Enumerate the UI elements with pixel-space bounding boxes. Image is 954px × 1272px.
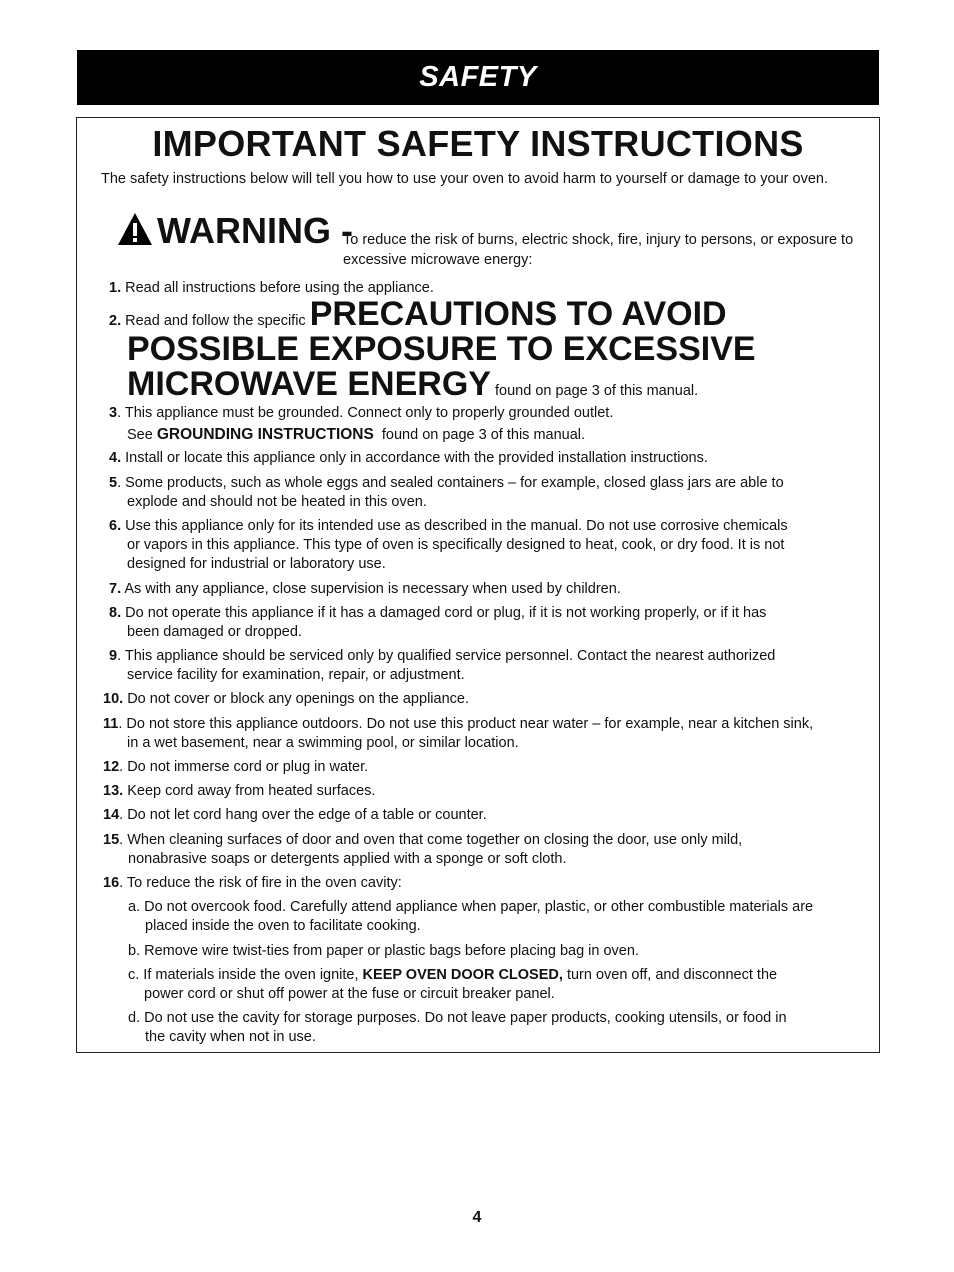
item-text: . When cleaning surfaces of door and oven that come together on closing the door, use only mild, bbox=[119, 832, 743, 848]
sub-item-a bbox=[128, 898, 813, 936]
sub-item-text: b. Remove wire twist-ties from paper or plastic bags before placing bag in oven. bbox=[128, 943, 639, 959]
item-text: Do not operate this appliance if it has a damaged cord or plug, if it is not working properly, or if it has bbox=[125, 605, 767, 621]
list-item-14 bbox=[103, 806, 487, 825]
intro-paragraph: The safety instructions below will tell you how to use your oven to avoid harm to yourself or damage to your oven. bbox=[101, 171, 828, 187]
warning-text-content: To reduce the risk of burns, electric shock, fire, injury to persons, or exposure to excessive microwave energy: bbox=[343, 232, 854, 268]
item-number: 16 bbox=[103, 875, 120, 891]
list-item-9 bbox=[109, 647, 775, 685]
section-title: SAFETY bbox=[419, 61, 537, 93]
list-item-15 bbox=[103, 831, 742, 869]
item-text: Do not cover or block any openings on the appliance. bbox=[127, 691, 469, 707]
item-number: 4. bbox=[109, 450, 122, 466]
item-text: As with any appliance, close supervision is necessary when used by children. bbox=[124, 581, 621, 597]
item-text: been damaged or dropped. bbox=[127, 624, 302, 640]
list-item-13 bbox=[103, 782, 375, 801]
item-number: 1. bbox=[109, 280, 122, 296]
item-number: 15 bbox=[103, 832, 120, 848]
list-item-7 bbox=[109, 580, 621, 599]
item-text: found on page 3 of this manual. bbox=[495, 383, 699, 399]
item-number: 7. bbox=[109, 581, 122, 597]
item-text: . Do not let cord hang over the edge of a table or counter. bbox=[119, 807, 487, 823]
page-title: IMPORTANT SAFETY INSTRUCTIONS bbox=[152, 123, 804, 164]
item-text: Install or locate this appliance only in accordance with the provided installation instructions. bbox=[125, 450, 708, 466]
sub-item-text: the cavity when not in use. bbox=[145, 1029, 316, 1045]
item-text: . This appliance should be serviced only by qualified service personnel. Contact the nearest authorized bbox=[117, 648, 776, 664]
item-text: . Do not store this appliance outdoors. Do not use this product near water – for example, near a kitchen sink, bbox=[118, 716, 814, 732]
list-item-4 bbox=[109, 449, 708, 468]
sub-item-text: c. If materials inside the oven ignite, bbox=[128, 967, 359, 983]
item-text: See bbox=[127, 427, 153, 443]
item-number: 11 bbox=[103, 716, 119, 732]
sub-item-c bbox=[128, 966, 777, 1004]
section-banner bbox=[77, 50, 879, 105]
item-text: . Some products, such as whole eggs and sealed containers – for example, closed glass jars are able to bbox=[117, 475, 784, 491]
item-text: Read all instructions before using the appliance. bbox=[125, 280, 434, 296]
list-item-2 bbox=[109, 297, 849, 402]
sub-item-text: a. Do not overcook food. Carefully attend appliance when paper, plastic, or other combustible materials are bbox=[128, 899, 814, 915]
item-number: 14 bbox=[103, 807, 120, 823]
item-number: 8. bbox=[109, 605, 122, 621]
list-item-5 bbox=[109, 474, 784, 512]
warning-triangle-icon bbox=[117, 212, 153, 246]
warning-text bbox=[343, 230, 863, 270]
list-item-10 bbox=[103, 690, 469, 709]
item-text: nonabrasive soaps or detergents applied with a sponge or soft cloth. bbox=[128, 851, 567, 867]
item-text: . To reduce the risk of fire in the oven cavity: bbox=[119, 875, 402, 891]
list-item-6 bbox=[109, 517, 788, 574]
sub-item-text: d. Do not use the cavity for storage purposes. Do not leave paper products, cooking utensils, or food in bbox=[128, 1010, 787, 1026]
item-text: Read and follow the specific bbox=[125, 313, 306, 329]
item-text: designed for industrial or laboratory use. bbox=[127, 556, 386, 572]
safety-instructions-box bbox=[76, 117, 880, 1053]
item-number: 5 bbox=[109, 475, 118, 491]
page-number: 4 bbox=[472, 1209, 482, 1226]
item-number: 6. bbox=[109, 518, 122, 534]
list-item-11 bbox=[103, 715, 813, 753]
item-text: in a wet basement, near a swimming pool, or similar location. bbox=[127, 735, 519, 751]
item-text: explode and should not be heated in this oven. bbox=[127, 494, 427, 510]
precautions-heading: MICROWAVE ENERGY bbox=[127, 365, 491, 403]
item-number: 3 bbox=[109, 405, 118, 421]
list-item-3 bbox=[109, 404, 613, 445]
list-item-12 bbox=[103, 758, 368, 777]
sub-item-d bbox=[128, 1009, 787, 1047]
item-number: 10. bbox=[103, 691, 124, 707]
warning-heading: WARNING - bbox=[157, 210, 353, 251]
item-text: . Do not immerse cord or plug in water. bbox=[119, 759, 369, 775]
sub-item-text: power cord or shut off power at the fuse or circuit breaker panel. bbox=[144, 986, 555, 1002]
list-item-16 bbox=[103, 874, 402, 893]
item-number: 13. bbox=[103, 783, 124, 799]
keep-door-closed-emphasis: KEEP OVEN DOOR CLOSED, bbox=[362, 967, 563, 983]
item-number: 2. bbox=[109, 313, 122, 329]
precautions-heading: PRECAUTIONS TO AVOID bbox=[309, 295, 727, 333]
item-text: Keep cord away from heated surfaces. bbox=[127, 783, 376, 799]
item-text: or vapors in this appliance. This type of oven is specifically designed to heat, cook, or dry food. It is not bbox=[127, 537, 785, 553]
sub-item-text: turn oven off, and disconnect the bbox=[566, 967, 778, 983]
item-text: Use this appliance only for its intended use as described in the manual. Do not use corrosive chemicals bbox=[125, 518, 788, 534]
item-text: . This appliance must be grounded. Connect only to properly grounded outlet. bbox=[117, 405, 614, 421]
grounding-reference: GROUNDING INSTRUCTIONS bbox=[156, 426, 374, 443]
sub-item-text: placed inside the oven to facilitate cooking. bbox=[145, 918, 421, 934]
item-number: 9 bbox=[109, 648, 118, 664]
precautions-heading: POSSIBLE EXPOSURE TO EXCESSIVE bbox=[127, 330, 756, 368]
item-text: found on page 3 of this manual. bbox=[381, 427, 586, 443]
sub-item-b bbox=[128, 942, 639, 961]
list-item-8 bbox=[109, 604, 766, 642]
item-text: service facility for examination, repair, or adjustment. bbox=[127, 667, 465, 683]
item-number: 12 bbox=[103, 759, 120, 775]
